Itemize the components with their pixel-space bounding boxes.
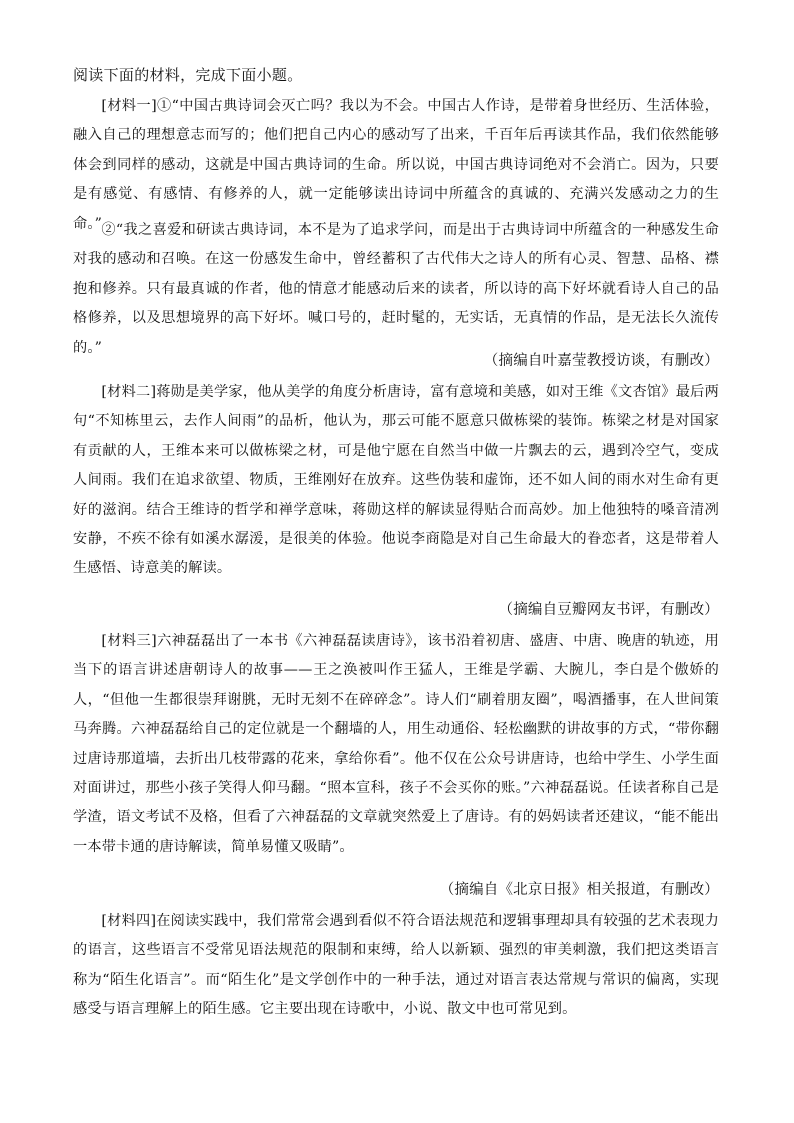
source-note-2: （摘编自豆瓣网友书评，有删改） [498, 602, 719, 618]
material-4-paragraph: [材料四]在阅读实践中，我们常常会遇到看似不符合语法规范和逻辑事理却具有较强的艺术表现力的语言，这些语言不受常见语法规范的限制和束缚，给人以新颖、强烈的审美刺激，我们把这类语言称为“陌生化语言”。而“陌生化”是文学创作中的一种手法，通过对语言表达常规与常识的偏离，实现感受与语言理解上的陌生感。它主要出现在诗歌中，小说、散文中也可常见到。 [73, 913, 719, 1018]
material-2-paragraph: [材料二]蒋勋是美学家，他从美学的角度分析唐诗，富有意境和美感，如对王维《文杏馆》最后两句“不知栋里云，去作人间雨”的品析，他认为，那云可能不愿意只做栋梁的装饰。栋梁之材是对国家有贡献的人，王维本来可以做栋梁之材，可是他宁愿在自然当中做一片飘去的云，遇到冷空气，变成人间雨。我们在追求欲望、物质，王维刚好在放弃。这些伪装和虚饰，还不如人间的雨水对生命有更好的滋润。结合王维诗的哲学和禅学意味，蒋勋这样的解读显得贴合而高妙。加上他独特的嗓音清冽安静，不疾不徐有如溪水潺湲，是很美的体验。他说李商隐是对自己生命最大的眷恋者，这是带着人生感悟、诗意美的解读。 [73, 384, 719, 577]
source-note-1: （摘编自叶嘉莹教授访谈，有删改） [483, 353, 719, 369]
source-note-3: （摘编自《北京日报》相关报道，有删改） [439, 882, 719, 898]
material-3-paragraph: [材料三]六神磊磊出了一本书《六神磊磊读唐诗》，该书沿着初唐、盛唐、中唐、晚唐的轨迹，用当下的语言讲述唐朝诗人的故事——王之涣被叫作王猛人，王维是学霸、大腕儿，李白是个傲娇的人，“但他一生都很崇拜谢朓，无时无刻不在碎碎念”。诗人们“刷着朋友圈”，喝酒播事，在人世间策马奔腾。六神磊磊给自己的定位就是一个翻墙的人，用生动通俗、轻松幽默的讲故事的方式，“带你翻过唐诗那道墙，去折出几枝带露的花来，拿给你看”。他不仅在公众号讲唐诗，也给中学生、小学生面对面讲过，那些小孩子笑得人仰马翻。“照本宣科，孩子不会买你的账。”六神磊磊说。任读者称自己是学渣，语文考试不及格，但看了六神磊磊的文章就突然爱上了唐诗。有的妈妈读者还建议，“能不能出一本带卡通的唐诗解读，简单易懂又吸睛”。 [73, 633, 719, 855]
material-1-paragraph-2: ②“我之喜爱和研读古典诗词，本不是为了追求学问，而是出于古典诗词中所蕴含的一种感发生命对我的感动和召唤。在这一份感发生命中，曾经蓄积了古代伟大之诗人的所有心灵、智慧、品格、襟抱和修养。只有最真诚的作者，他的情意才能感动后来的读者，所以诗的高下好坏就看诗人自己的品格修养，以及思想境界的高下好坏。喊口号的，赶时髦的，无实话，无真情的作品，是无法长久流传的。” [73, 222, 719, 356]
instruction-text: 阅读下面的材料，完成下面小题。 [73, 66, 303, 84]
material-1-paragraph-1: [材料一]①“中国古典诗词会灭亡吗？我以为不会。中国古人作诗，是带着身世经历、生活体验，融入自己的理想意志而写的；他们把自己内心的感动写了出来，千百年后再读其作品，我们依然能够体会到同样的感动，这就是中国古典诗词的生命。所以说，中国古典诗词绝对不会消亡。因为，只要是有感觉、有感情、有修养的人，就一定能够读出诗词中所蕴含的真诚的、充满兴发感动之力的生命。” [73, 98, 719, 232]
